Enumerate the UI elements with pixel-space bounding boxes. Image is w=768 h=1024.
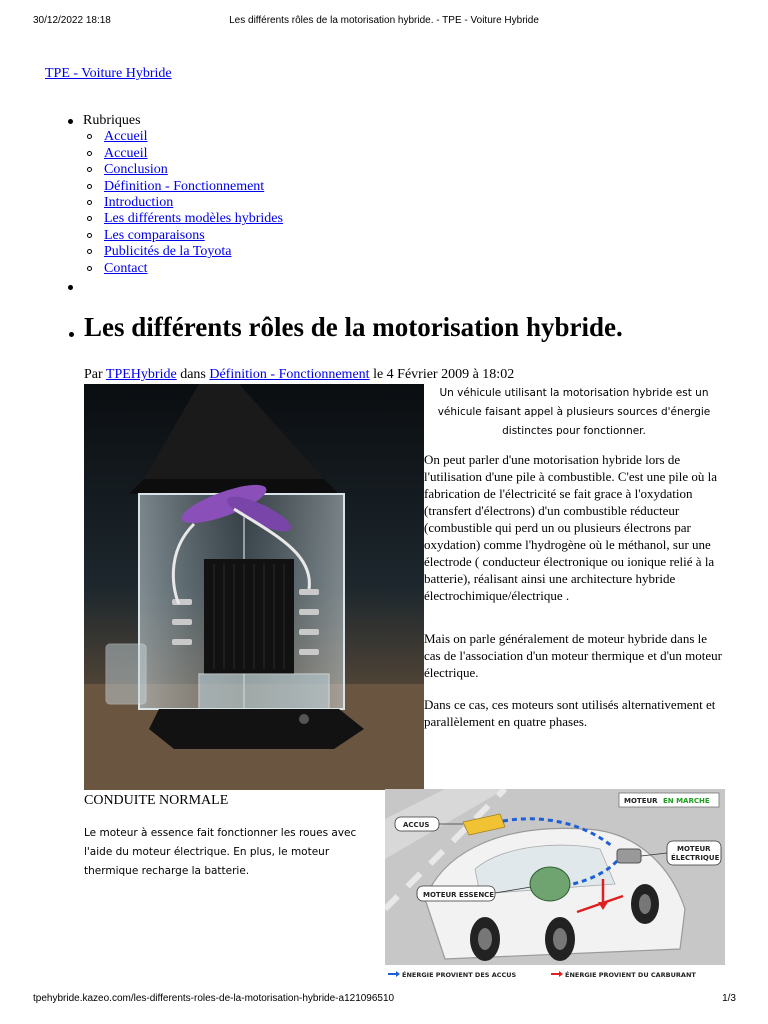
print-page-title: Les différents rôles de la motorisation hybride. - TPE - Voiture Hybride (229, 15, 539, 26)
bullet-icon (68, 285, 73, 290)
nav-item-accueil (104, 129, 565, 145)
circle-bullet-icon (87, 200, 92, 205)
nav-item-contact (104, 261, 565, 277)
category-link[interactable]: Définition - Fonctionnement (209, 367, 370, 382)
rubriques-nav (65, 113, 565, 295)
rubriques-list (65, 129, 565, 277)
fuel-cell-photo (84, 384, 424, 790)
nav-item-publicites (104, 244, 565, 260)
label-moteur-electrique-1: MOTEUR (677, 845, 711, 853)
nav-link-modeles[interactable]: Les différents modèles hybrides (104, 211, 283, 227)
circle-bullet-icon (87, 151, 92, 156)
print-header (0, 15, 768, 31)
circle-bullet-icon (87, 167, 92, 172)
label-moteur-electrique-2: ÉLECTRIQUE (671, 854, 720, 862)
badge-prefix: MOTEUR (624, 797, 658, 805)
label-accus: ACCUS (403, 821, 430, 829)
print-url: tpehybride.kazeo.com/les-differents-roles-de-la-motorisation-hybride-a121096510 (33, 993, 395, 1004)
circle-bullet-icon (87, 134, 92, 139)
print-footer (0, 993, 768, 1009)
article-meta (84, 367, 684, 383)
hybrid-car-illustration (385, 789, 725, 982)
nav-link-introduction[interactable]: Introduction (104, 195, 174, 211)
legend-carburant: ÉNERGIE PROVIENT DU CARBURANT (565, 971, 696, 979)
nav-link-definition[interactable]: Définition - Fonctionnement (104, 178, 265, 194)
nav-link-contact[interactable]: Contact (104, 260, 148, 276)
nav-link-accueil[interactable]: Accueil (104, 129, 148, 145)
nav-item-conclusion (104, 162, 565, 178)
print-date: 30/12/2022 18:18 (33, 15, 111, 26)
nav-link-accueil-2[interactable]: Accueil (104, 145, 148, 161)
rubriques-row (65, 113, 565, 129)
paragraph-pile-combustible: On peut parler d'une motorisation hybride lors de l'utilisation d'une pile à combustible. C'est une pile où la fabrication de l'électricité se fait grace à l'oxydation (transfert d'électrons) d'un combustible réducteur (combustible qui perd un ou plusieurs électrons par oxydation) comme l'hydrogène où le méthanol, sur une électrode ( conducteur électronique ou ionique relié à la batterie), réalisant ainsi une architecture hybride électrochimique/électrique . (424, 452, 717, 603)
print-page-number: 1/3 (722, 993, 736, 1004)
paragraph-quatre-phases: Dans ce cas, ces moteurs sont utilisés alternativement et parallèlement en quatre phases. (424, 697, 716, 729)
legend-accus: ÉNERGIE PROVIENT DES ACCUS (402, 971, 517, 979)
rubriques-heading: Rubriques (83, 113, 141, 128)
nav-link-comparaisons[interactable]: Les comparaisons (104, 227, 205, 243)
circle-bullet-icon (87, 249, 92, 254)
hybrid-car-diagram (385, 789, 725, 982)
paragraph-moteur-hybride: Mais on parle généralement de moteur hybride dans le cas de l'association d'un moteur thermique et d'un moteur électrique. (424, 631, 723, 680)
circle-bullet-icon (87, 266, 92, 271)
nav-item-modeles (104, 211, 565, 227)
circle-bullet-icon (87, 216, 92, 221)
label-moteur-essence: MOTEUR ESSENCE (423, 891, 495, 899)
meta-in: dans (180, 367, 206, 382)
bullet-icon (68, 119, 73, 124)
nav-item-comparaisons (104, 228, 565, 244)
nav-link-publicites[interactable]: Publicités de la Toyota (104, 244, 232, 260)
nav-item-introduction (104, 195, 565, 211)
badge-status: EN MARCHE (663, 797, 710, 805)
article-title: Les différents rôles de la motorisation hybride. (84, 312, 623, 342)
nav-link-conclusion[interactable]: Conclusion (104, 162, 168, 178)
meta-date: le 4 Février 2009 à 18:02 (373, 367, 515, 382)
section-heading-conduite-normale: CONDUITE NORMALE (84, 793, 229, 808)
author-link[interactable]: TPEHybride (105, 367, 177, 382)
site-title-link[interactable]: TPE - Voiture Hybride (45, 66, 172, 81)
circle-bullet-icon (87, 233, 92, 238)
section-text-conduite-normale: Le moteur à essence fait fonctionner les roues avec l'aide du moteur électrique. En plus, le moteur thermique recharge la batterie. (84, 827, 357, 877)
meta-prefix: Par (84, 367, 103, 382)
circle-bullet-icon (87, 184, 92, 189)
bullet-icon (69, 332, 74, 337)
article-intro: Un véhicule utilisant la motorisation hybride est un véhicule faisant appel à plusieurs sources d'énergie distinctes pour fonctionner. (437, 387, 711, 437)
nav-item-definition (104, 179, 565, 195)
fuel-cell-illustration (84, 384, 424, 790)
nav-item-accueil-2 (104, 146, 565, 162)
empty-list-item (65, 279, 565, 295)
